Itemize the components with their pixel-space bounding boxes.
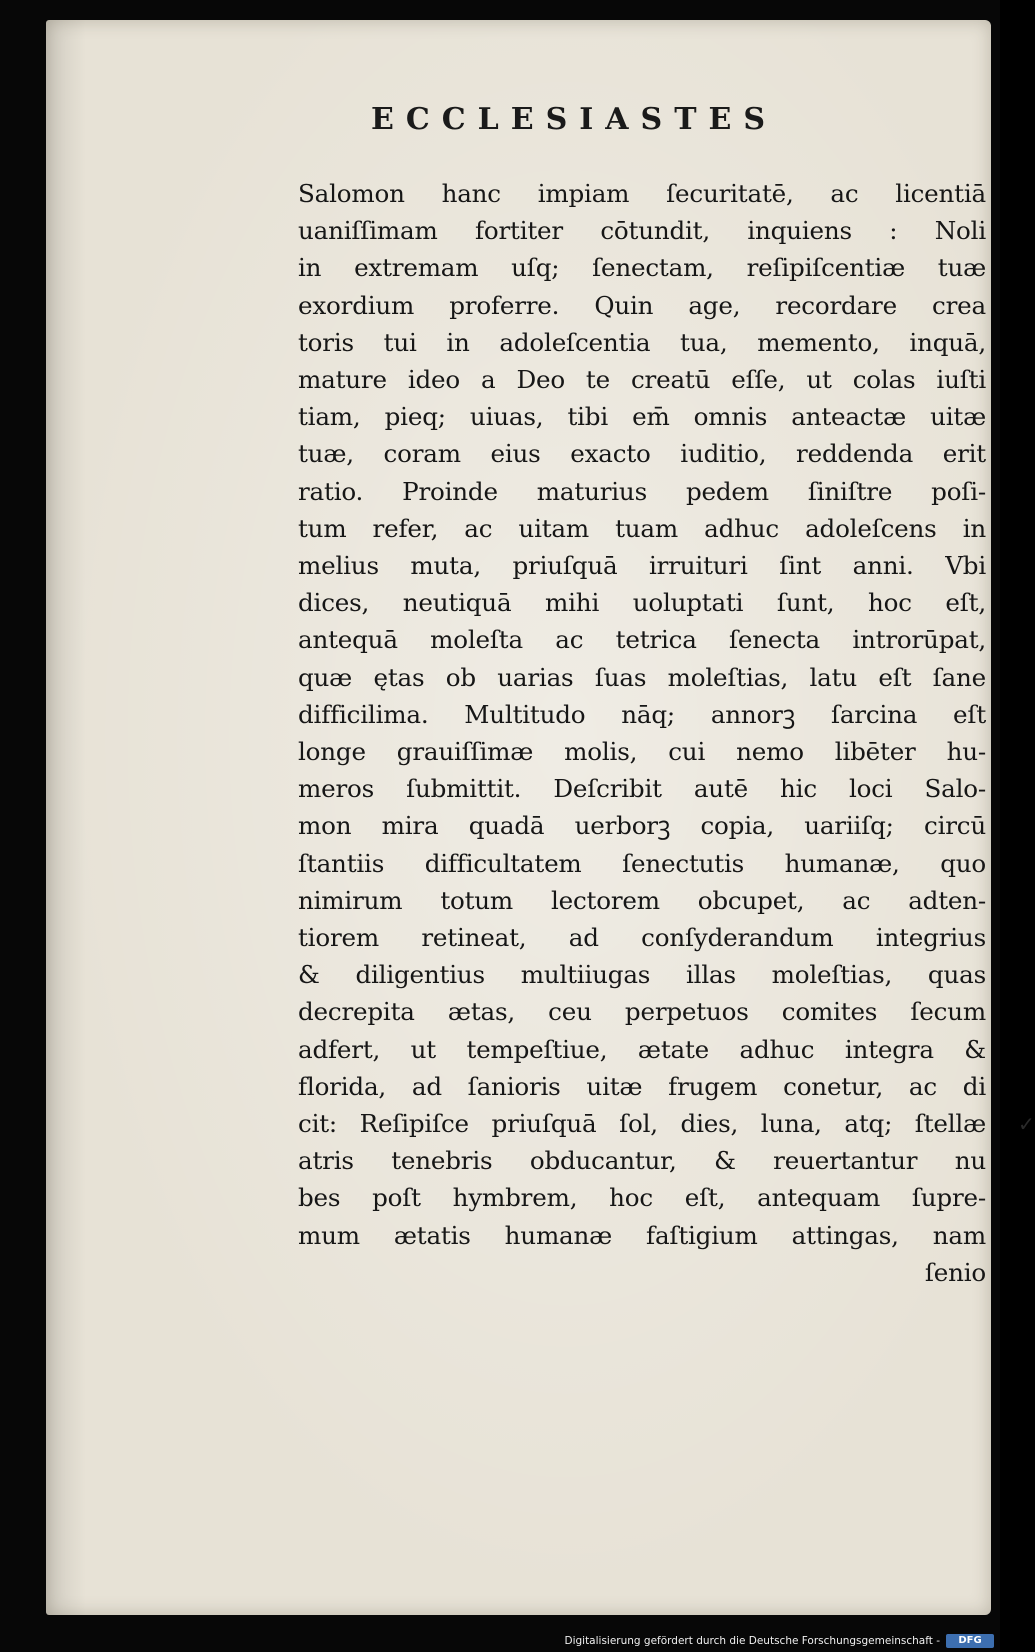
text-line: tiam, pieq; uiuas, tibi em̄ omnis anteactæ uitæ (298, 402, 986, 432)
text-line: ſtantiis difficultatem ſenectutis humanæ, quo (298, 848, 986, 878)
text-line: ratio. Proinde maturius pedem ſiniſtre poſi- (298, 476, 986, 506)
text-line: nimirum totum lectorem obcupet, ac adten- (298, 885, 986, 915)
catchword: ſenio (924, 1257, 986, 1287)
running-head: ECCLESIASTES (371, 102, 778, 137)
text-line: atris tenebris obducantur, & reuertantur nu (298, 1146, 986, 1176)
text-line: exordium proferre. Quin age, recordare crea (298, 290, 986, 320)
text-line: cit: Reſipiſce priuſquā ſol, dies, luna, atq; ſtellæ (298, 1109, 986, 1139)
text-line: antequā moleſta ac tetrica ſenecta introrūpat, (298, 625, 986, 655)
text-line: in extremam uſq; ſenectam, reſipiſcentiæ tuæ (298, 253, 986, 283)
text-line: tuæ, coram eius exacto iuditio, reddenda erit (298, 439, 986, 469)
text-line: toris tui in adoleſcentia tua, memento, inquā, (298, 327, 986, 357)
margin-ink-mark-icon: ✓ (1018, 1112, 1035, 1136)
text-line: tiorem retineat, ad conſyderandum integrius (298, 923, 986, 953)
text-line: mature ideo a Deo te creatū eſſe, ut colas iuſti (298, 365, 986, 395)
dfg-logo: DFG (946, 1634, 994, 1648)
text-line: & diligentius multiiugas illas moleſtias, quas (298, 960, 986, 990)
text-line: mum ætatis humanæ faſtigium attingas, nam (298, 1220, 986, 1250)
text-line: uaniſſimam fortiter cōtundit, inquiens : Noli (298, 216, 986, 246)
text-line: florida, ad ſanioris uitæ frugem conetur, ac di (298, 1071, 986, 1101)
text-line: tum refer, ac uitam tuam adhuc adoleſcens in (298, 513, 986, 543)
text-line: difficilima. Multitudo nāq; annorꝫ ſarcina eſt (298, 699, 986, 729)
digitization-credit: Digitalisierung gefördert durch die Deutsche Forschungsgemeinschaft - (564, 1635, 940, 1647)
text-line: meros ſubmittit. Deſcribit autē hic loci Salo- (298, 774, 986, 804)
text-line: longe grauiſſimæ molis, cui nemo libēter hu- (298, 737, 986, 767)
text-line: Salomon hanc impiam ſecuritatē, ac licentiā (298, 179, 986, 208)
text-line: bes poſt hymbrem, hoc eſt, antequam ſupre- (298, 1183, 986, 1213)
text-line: decrepita ætas, ceu perpetuos comites ſecum (298, 997, 986, 1027)
text-line: quæ ętas ob uarias ſuas moleſtias, latu eſt ſane (298, 662, 986, 692)
text-line: adfert, ut tempeſtiue, ætate adhuc integra & (298, 1034, 986, 1064)
text-line: mon mira quadā uerborꝫ copia, uariiſq; circū (298, 811, 986, 841)
main-text-block (298, 175, 998, 1291)
text-line: melius muta, priuſquā irruituri ſint anni. Vbi (298, 551, 986, 581)
text-line: dices, neutiquā mihi uoluptati ſunt, hoc eſt, (298, 588, 986, 618)
book-page (46, 20, 1035, 1615)
